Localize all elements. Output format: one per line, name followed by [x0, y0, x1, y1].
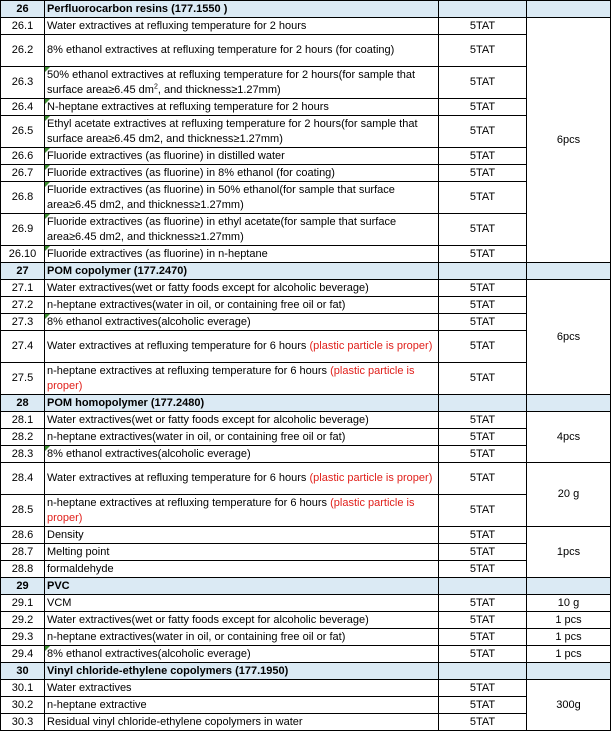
section-number: 28: [1, 395, 45, 412]
table-row: [1, 680, 611, 697]
lab-code: 5TAT: [439, 495, 527, 527]
item-number: 28.4: [1, 463, 45, 495]
lab-code: 5TAT: [439, 116, 527, 148]
item-number: 26.4: [1, 99, 45, 116]
lab-code: 5TAT: [439, 148, 527, 165]
section-header: [1, 263, 611, 280]
section-header: [1, 395, 611, 412]
item-description: 8% ethanol extractives(alcoholic everage): [45, 646, 439, 663]
item-description: Fluoride extractives (as fluorine) in n-heptane: [45, 246, 439, 263]
table-row: [1, 297, 611, 314]
item-number: 29.1: [1, 595, 45, 612]
lab-code: 5TAT: [439, 595, 527, 612]
table-row: [1, 246, 611, 263]
lab-code: 5TAT: [439, 280, 527, 297]
lab-code: 5TAT: [439, 67, 527, 99]
table-row: [1, 595, 611, 612]
table-row: [1, 697, 611, 714]
item-description: Fluoride extractives (as fluorine) in 8% ethanol (for coating): [45, 165, 439, 182]
section-title: Vinyl chloride-ethylene copolymers (177.1950): [45, 663, 439, 680]
table-row: [1, 99, 611, 116]
item-description: VCM: [45, 595, 439, 612]
table-row: [1, 527, 611, 544]
item-number: 28.7: [1, 544, 45, 561]
item-description: n-heptane extractives(water in oil, or containing free oil or fat): [45, 429, 439, 446]
table-row: [1, 67, 611, 99]
item-number: 28.3: [1, 446, 45, 463]
item-description: N-heptane extractives at refluxing temperature for 2 hours: [45, 99, 439, 116]
table-row: [1, 18, 611, 35]
item-description: Water extractives at refluxing temperature for 6 hours (plastic particle is proper): [45, 331, 439, 363]
sample-quantity: 1pcs: [527, 527, 611, 578]
item-description: Water extractives: [45, 680, 439, 697]
lab-code: 5TAT: [439, 297, 527, 314]
item-number: 26.10: [1, 246, 45, 263]
lab-code: 5TAT: [439, 182, 527, 214]
item-number: 27.1: [1, 280, 45, 297]
item-description: Ethyl acetate extractives at refluxing temperature for 2 hours(for sample that surface area≥6.45 dm2, and thickness≥1.27mm): [45, 116, 439, 148]
item-number: 28.6: [1, 527, 45, 544]
sample-quantity: 1 pcs: [527, 612, 611, 629]
section-title: POM homopolymer (177.2480): [45, 395, 439, 412]
item-number: 26.2: [1, 35, 45, 67]
item-number: 26.9: [1, 214, 45, 246]
item-description: Fluoride extractives (as fluorine) in ethyl acetate(for sample that surface area≥6.45 dm2, and thickness≥1.27mm): [45, 214, 439, 246]
table-row: [1, 314, 611, 331]
table-row: [1, 446, 611, 463]
item-description: Fluoride extractives (as fluorine) in 50% ethanol(for sample that surface area≥6.45 dm2, and thickness≥1.27mm): [45, 182, 439, 214]
item-number: 27.3: [1, 314, 45, 331]
lab-code: 5TAT: [439, 363, 527, 395]
item-description: Fluoride extractives (as fluorine) in distilled water: [45, 148, 439, 165]
table-row: [1, 429, 611, 446]
item-number: 30.3: [1, 714, 45, 731]
item-number: 29.2: [1, 612, 45, 629]
item-number: 27.2: [1, 297, 45, 314]
table-row: [1, 182, 611, 214]
item-description: Density: [45, 527, 439, 544]
lab-code: 5TAT: [439, 527, 527, 544]
table-row: [1, 165, 611, 182]
lab-code: 5TAT: [439, 35, 527, 67]
section-title: Perfluorocarbon resins (177.1550 ): [45, 1, 439, 18]
item-number: 26.7: [1, 165, 45, 182]
item-number: 28.2: [1, 429, 45, 446]
item-number: 30.2: [1, 697, 45, 714]
section-number: 29: [1, 578, 45, 595]
item-description: n-heptane extractives at refluxing temperature for 6 hours (plastic particle is proper): [45, 363, 439, 395]
lab-code: 5TAT: [439, 314, 527, 331]
table-row: [1, 463, 611, 495]
item-description: 50% ethanol extractives at refluxing temperature for 2 hours(for sample that surface area≥6.45 $dm^2$, and thickness≥1.27mm): [45, 67, 439, 99]
item-number: 26.1: [1, 18, 45, 35]
item-number: 26.5: [1, 116, 45, 148]
item-description: Water extractives at refluxing temperature for 6 hours (plastic particle is proper): [45, 463, 439, 495]
lab-code: 5TAT: [439, 429, 527, 446]
section-header: [1, 1, 611, 18]
section-title: PVC: [45, 578, 439, 595]
lab-code: 5TAT: [439, 680, 527, 697]
item-number: 28.8: [1, 561, 45, 578]
section-header: [1, 578, 611, 595]
lab-code: 5TAT: [439, 714, 527, 731]
item-description: 8% ethanol extractives at refluxing temperature for 2 hours (for coating): [45, 35, 439, 67]
sample-quantity: 10 g: [527, 595, 611, 612]
item-description: Melting point: [45, 544, 439, 561]
table-row: [1, 612, 611, 629]
table-row: [1, 561, 611, 578]
lab-code: 5TAT: [439, 629, 527, 646]
item-number: 30.1: [1, 680, 45, 697]
item-number: 28.5: [1, 495, 45, 527]
item-number: 26.3: [1, 67, 45, 99]
sample-quantity: 4pcs: [527, 412, 611, 463]
lab-code: 5TAT: [439, 165, 527, 182]
lab-code: 5TAT: [439, 331, 527, 363]
lab-code: 5TAT: [439, 697, 527, 714]
section-number: 30: [1, 663, 45, 680]
table-row: [1, 214, 611, 246]
table-row: [1, 280, 611, 297]
lab-code: 5TAT: [439, 544, 527, 561]
section-number: 26: [1, 1, 45, 18]
lab-code: 5TAT: [439, 612, 527, 629]
lab-code: 5TAT: [439, 646, 527, 663]
table-row: [1, 646, 611, 663]
section-number: 27: [1, 263, 45, 280]
item-number: 28.1: [1, 412, 45, 429]
item-description: Water extractives(wet or fatty foods except for alcoholic beverage): [45, 412, 439, 429]
item-description: Water extractives at refluxing temperature for 2 hours: [45, 18, 439, 35]
sample-quantity: 1 pcs: [527, 646, 611, 663]
sample-quantity: 20 g: [527, 463, 611, 527]
section-header: [1, 663, 611, 680]
item-description: Residual vinyl chloride-ethylene copolymers in water: [45, 714, 439, 731]
table-row: [1, 35, 611, 67]
lab-code: 5TAT: [439, 561, 527, 578]
section-title: POM copolymer (177.2470): [45, 263, 439, 280]
table-row: [1, 363, 611, 395]
item-number: 27.5: [1, 363, 45, 395]
item-number: 26.8: [1, 182, 45, 214]
table-row: [1, 116, 611, 148]
table-row: [1, 544, 611, 561]
lab-code: 5TAT: [439, 446, 527, 463]
item-number: 27.4: [1, 331, 45, 363]
item-description: Water extractives(wet or fatty foods except for alcoholic beverage): [45, 612, 439, 629]
table-row: [1, 148, 611, 165]
item-number: 29.3: [1, 629, 45, 646]
item-number: 29.4: [1, 646, 45, 663]
item-description: formaldehyde: [45, 561, 439, 578]
lab-code: 5TAT: [439, 246, 527, 263]
item-description: n-heptane extractives at refluxing temperature for 6 hours (plastic particle is proper): [45, 495, 439, 527]
sample-quantity: 1 pcs: [527, 629, 611, 646]
sample-quantity: 300g: [527, 680, 611, 731]
table-row: [1, 714, 611, 731]
item-number: 26.6: [1, 148, 45, 165]
table-row: [1, 629, 611, 646]
table-row: [1, 331, 611, 363]
item-description: Water extractives(wet or fatty foods except for alcoholic beverage): [45, 280, 439, 297]
lab-code: 5TAT: [439, 214, 527, 246]
lab-code: 5TAT: [439, 463, 527, 495]
item-description: n-heptane extractives(water in oil, or containing free oil or fat): [45, 297, 439, 314]
lab-code: 5TAT: [439, 18, 527, 35]
lab-code: 5TAT: [439, 99, 527, 116]
item-description: 8% ethanol extractives(alcoholic everage): [45, 446, 439, 463]
item-description: n-heptane extractive: [45, 697, 439, 714]
table-row: [1, 412, 611, 429]
lab-code: 5TAT: [439, 412, 527, 429]
item-description: n-heptane extractives(water in oil, or containing free oil or fat): [45, 629, 439, 646]
sample-quantity: 6pcs: [527, 18, 611, 263]
sample-quantity: 6pcs: [527, 280, 611, 395]
table-row: [1, 495, 611, 527]
item-description: 8% ethanol extractives(alcoholic everage): [45, 314, 439, 331]
